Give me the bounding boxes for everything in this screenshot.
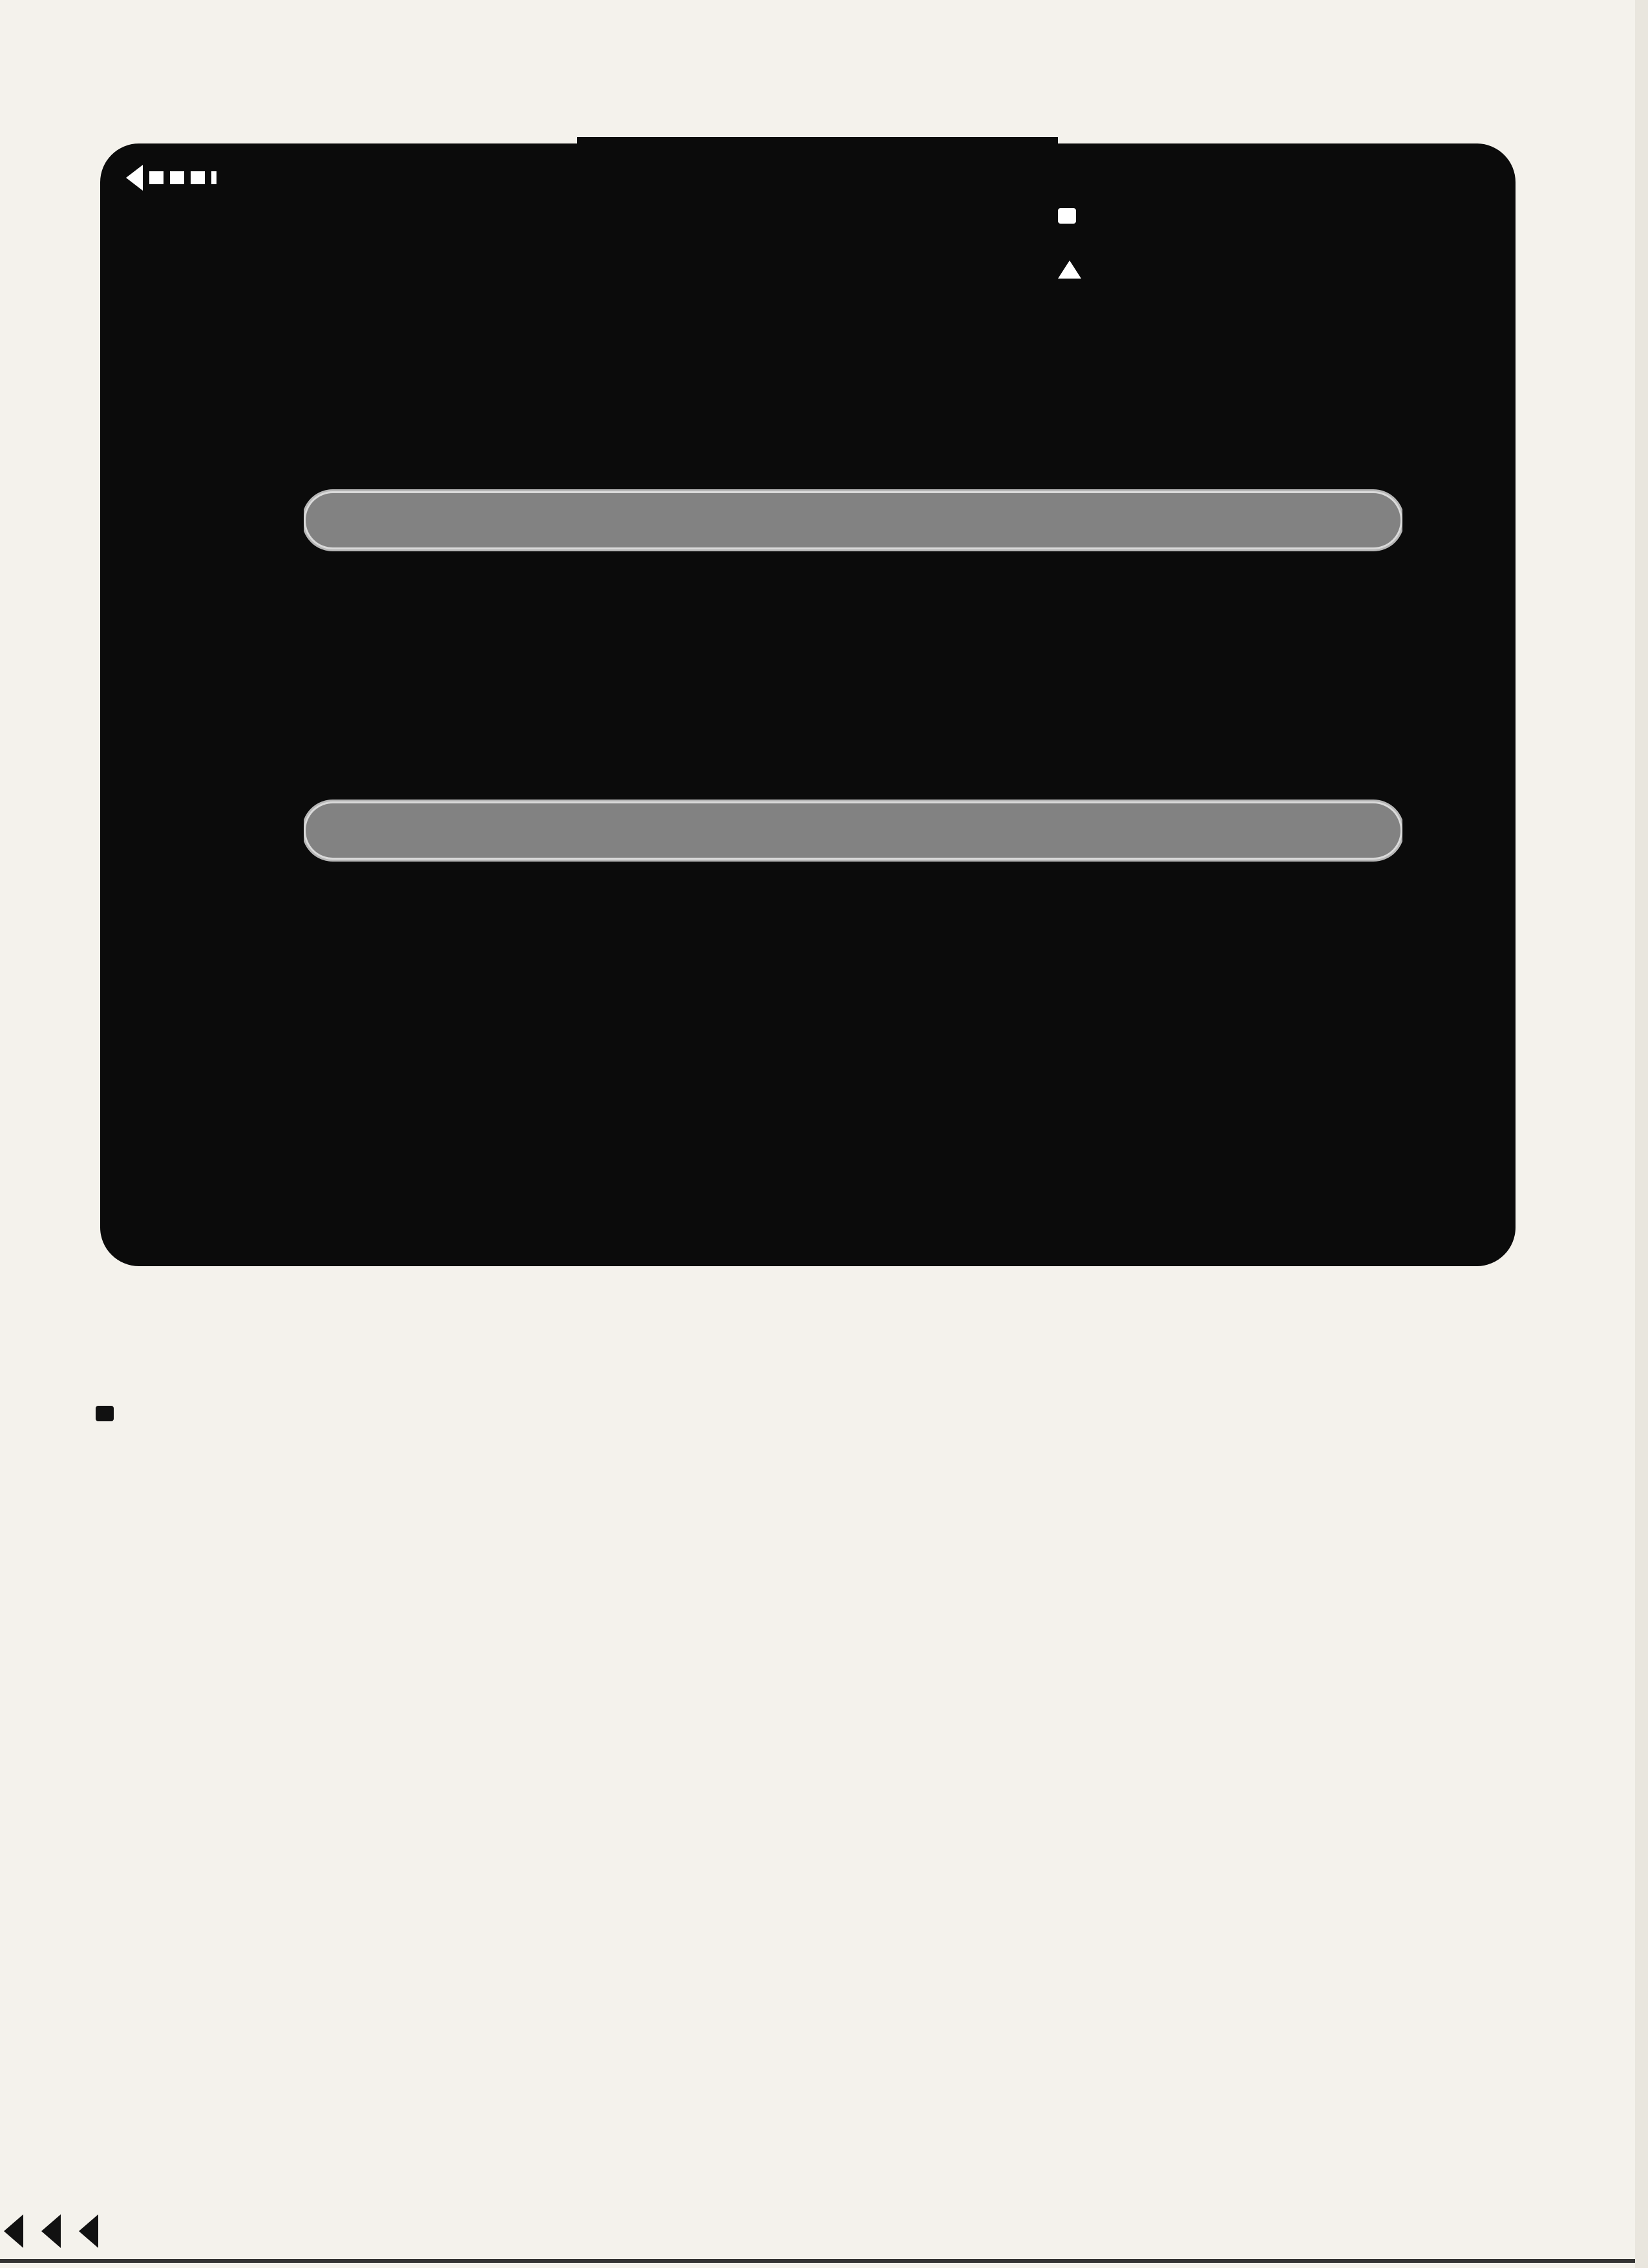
page-edge (1635, 0, 1648, 2268)
continued-arrow-icon (126, 165, 217, 191)
question-icon (1058, 208, 1076, 224)
technical-column-3 (1058, 175, 1508, 284)
question-icon (96, 1406, 114, 1421)
programming-column-4 (1173, 1399, 1509, 1426)
bottom-arrow-strip (0, 2204, 1648, 2258)
programming-column-1 (96, 1399, 425, 1427)
answer (1058, 257, 1508, 284)
answer-icon (1058, 260, 1081, 279)
reader-question (1058, 202, 1508, 229)
technical-qa-header-tab (577, 137, 1058, 278)
programming-qa-heading (167, 1312, 1485, 1399)
technical-qa-panel (100, 143, 1516, 1266)
question (96, 1399, 425, 1427)
bottom-rule (0, 2259, 1648, 2263)
top-arrow-strip (0, 31, 1648, 83)
